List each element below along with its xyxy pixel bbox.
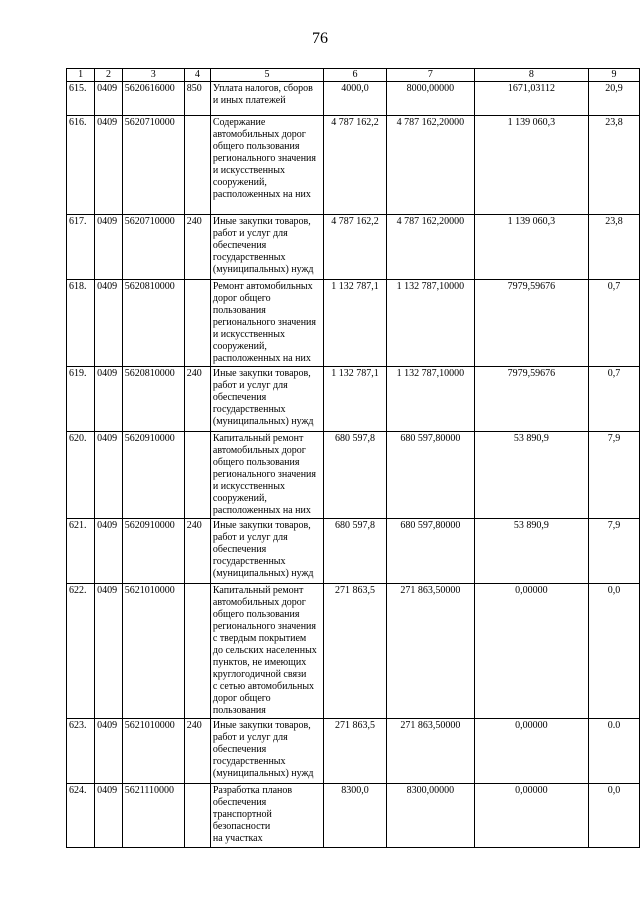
table-row bbox=[67, 367, 640, 432]
plan-amount-cell: 680 597,8 bbox=[324, 432, 387, 519]
item-name-line: регионального значения bbox=[212, 469, 317, 480]
item-name-line: с твердым покрытием bbox=[212, 633, 307, 644]
table-row bbox=[67, 280, 640, 367]
item-name-line: (муниципальных) нужд bbox=[212, 568, 314, 579]
item-name-cell bbox=[210, 280, 323, 367]
expense-kind-cell: 240 bbox=[184, 367, 210, 432]
table-row bbox=[67, 116, 640, 215]
item-name-line: государственных bbox=[212, 556, 286, 567]
item-name-line: регионального значения bbox=[212, 153, 317, 164]
item-name-line: расположенных на них bbox=[212, 505, 311, 516]
item-name-line: пунктов, не имеющих bbox=[212, 657, 307, 668]
row-number-cell: 620. bbox=[67, 432, 95, 519]
row-number-cell: 616. bbox=[67, 116, 95, 215]
section-code-cell: 0409 bbox=[95, 432, 123, 519]
refined-amount-cell: 8300,00000 bbox=[386, 784, 474, 848]
header-cell: 1 bbox=[67, 69, 95, 82]
target-code-cell: 5621010000 bbox=[122, 719, 184, 784]
expense-kind-cell: 850 bbox=[184, 82, 210, 116]
item-name-line: дорог общего bbox=[212, 693, 271, 704]
item-name-line: Разработка планов bbox=[212, 785, 293, 796]
section-code-cell: 0409 bbox=[95, 519, 123, 584]
item-name-line: и искусственных bbox=[212, 481, 286, 492]
row-number-cell: 622. bbox=[67, 584, 95, 719]
item-name-cell bbox=[210, 116, 323, 215]
header-cell: 2 bbox=[95, 69, 123, 82]
item-name-cell bbox=[210, 784, 323, 848]
execution-percent-cell: 0,0 bbox=[588, 584, 639, 719]
item-name-line: Ремонт автомобильных bbox=[212, 281, 313, 292]
item-name-line: государственных bbox=[212, 756, 286, 767]
header-cell: 3 bbox=[122, 69, 184, 82]
expense-kind-cell bbox=[184, 584, 210, 719]
header-cell: 8 bbox=[474, 69, 588, 82]
table-row bbox=[67, 584, 640, 719]
executed-amount-cell: 1 139 060,3 bbox=[474, 116, 588, 215]
section-code-cell: 0409 bbox=[95, 784, 123, 848]
item-name-line: работ и услуг для bbox=[212, 532, 288, 543]
page-number: 76 bbox=[312, 30, 328, 47]
executed-amount-cell: 53 890,9 bbox=[474, 519, 588, 584]
execution-percent-cell: 0.0 bbox=[588, 719, 639, 784]
item-name-line: обеспечения bbox=[212, 744, 267, 755]
target-code-cell: 5620810000 bbox=[122, 367, 184, 432]
item-name-line: Иные закупки товаров, bbox=[212, 720, 311, 731]
executed-amount-cell: 1 139 060,3 bbox=[474, 215, 588, 280]
table-row bbox=[67, 432, 640, 519]
item-name-cell bbox=[210, 215, 323, 280]
expense-kind-cell: 240 bbox=[184, 719, 210, 784]
item-name-line: Капитальный ремонт bbox=[212, 585, 304, 596]
item-name-line: обеспечения bbox=[212, 240, 267, 251]
item-name-line: и искусственных bbox=[212, 165, 286, 176]
target-code-cell: 5620810000 bbox=[122, 280, 184, 367]
table-row bbox=[67, 719, 640, 784]
item-name-cell bbox=[210, 82, 323, 116]
item-name-line: Иные закупки товаров, bbox=[212, 368, 311, 379]
expense-kind-cell: 240 bbox=[184, 519, 210, 584]
item-name-line: автомобильных дорог bbox=[212, 129, 306, 140]
item-name-line: обеспечения bbox=[212, 544, 267, 555]
header-cell: 9 bbox=[588, 69, 639, 82]
item-name-line: государственных bbox=[212, 252, 286, 263]
item-name-line: работ и услуг для bbox=[212, 732, 288, 743]
table-row bbox=[67, 215, 640, 280]
item-name-line: Содержание bbox=[212, 117, 266, 128]
item-name-line: автомобильных дорог bbox=[212, 445, 306, 456]
item-name-line: сооружений, bbox=[212, 493, 267, 504]
plan-amount-cell: 271 863,5 bbox=[324, 584, 387, 719]
item-name-line: регионального значения bbox=[212, 317, 317, 328]
plan-amount-cell: 1 132 787,1 bbox=[324, 280, 387, 367]
item-name-line: сооружений, bbox=[212, 341, 267, 352]
row-number-cell: 618. bbox=[67, 280, 95, 367]
table-row bbox=[67, 519, 640, 584]
header-cell: 6 bbox=[324, 69, 387, 82]
item-name-line: Иные закупки товаров, bbox=[212, 216, 311, 227]
execution-percent-cell: 7,9 bbox=[588, 519, 639, 584]
row-number-cell: 623. bbox=[67, 719, 95, 784]
refined-amount-cell: 1 132 787,10000 bbox=[386, 280, 474, 367]
item-name-line: пользования bbox=[212, 705, 266, 716]
item-name-line: расположенных на них bbox=[212, 189, 311, 200]
item-name-line: круглогодичной связи bbox=[212, 669, 307, 680]
item-name-line: работ и услуг для bbox=[212, 380, 288, 391]
plan-amount-cell: 4 787 162,2 bbox=[324, 116, 387, 215]
section-code-cell: 0409 bbox=[95, 215, 123, 280]
section-code-cell: 0409 bbox=[95, 367, 123, 432]
item-name-line: сооружений, bbox=[212, 177, 267, 188]
row-number-cell: 617. bbox=[67, 215, 95, 280]
plan-amount-cell: 271 863,5 bbox=[324, 719, 387, 784]
item-name-line: и искусственных bbox=[212, 329, 286, 340]
refined-amount-cell: 4 787 162,20000 bbox=[386, 215, 474, 280]
item-name-line: безопасности bbox=[212, 821, 271, 832]
item-name-line: на участках bbox=[212, 833, 263, 844]
target-code-cell: 5620710000 bbox=[122, 116, 184, 215]
executed-amount-cell: 0,00000 bbox=[474, 719, 588, 784]
item-name-line: обеспечения bbox=[212, 797, 267, 808]
item-name-line: общего пользования bbox=[212, 609, 300, 620]
item-name-cell bbox=[210, 367, 323, 432]
item-name-line: (муниципальных) нужд bbox=[212, 264, 314, 275]
item-name-line: до сельских населенных bbox=[212, 645, 317, 656]
item-name-line: транспортной bbox=[212, 809, 272, 820]
item-name-line: регионального значения bbox=[212, 621, 317, 632]
item-name-line: и иных платежей bbox=[212, 95, 286, 106]
row-number-cell: 624. bbox=[67, 784, 95, 848]
section-code-cell: 0409 bbox=[95, 584, 123, 719]
expense-kind-cell bbox=[184, 432, 210, 519]
item-name-line: (муниципальных) нужд bbox=[212, 416, 314, 427]
row-number-cell: 621. bbox=[67, 519, 95, 584]
header-row bbox=[67, 69, 640, 82]
item-name-line: пользования bbox=[212, 305, 266, 316]
item-name-cell bbox=[210, 584, 323, 719]
section-code-cell: 0409 bbox=[95, 280, 123, 367]
expense-kind-cell bbox=[184, 784, 210, 848]
item-name-line: работ и услуг для bbox=[212, 228, 288, 239]
item-name-line: (муниципальных) нужд bbox=[212, 768, 314, 779]
item-name-line: государственных bbox=[212, 404, 286, 415]
refined-amount-cell: 680 597,80000 bbox=[386, 432, 474, 519]
execution-percent-cell: 7,9 bbox=[588, 432, 639, 519]
item-name-line: с сетью автомобильных bbox=[212, 681, 315, 692]
header-cell: 7 bbox=[386, 69, 474, 82]
execution-percent-cell: 23,8 bbox=[588, 215, 639, 280]
item-name-line: автомобильных дорог bbox=[212, 597, 306, 608]
table-row bbox=[67, 82, 640, 116]
item-name-cell bbox=[210, 519, 323, 584]
item-name-line: Иные закупки товаров, bbox=[212, 520, 311, 531]
item-name-line: Капитальный ремонт bbox=[212, 433, 304, 444]
table-row bbox=[67, 784, 640, 848]
section-code-cell: 0409 bbox=[95, 719, 123, 784]
execution-percent-cell: 0,0 bbox=[588, 784, 639, 848]
target-code-cell: 5621110000 bbox=[122, 784, 184, 848]
refined-amount-cell: 1 132 787,10000 bbox=[386, 367, 474, 432]
row-number-cell: 619. bbox=[67, 367, 95, 432]
expense-kind-cell: 240 bbox=[184, 215, 210, 280]
item-name-line: обеспечения bbox=[212, 392, 267, 403]
section-code-cell: 0409 bbox=[95, 82, 123, 116]
item-name-line: общего пользования bbox=[212, 141, 300, 152]
plan-amount-cell: 4000,0 bbox=[324, 82, 387, 116]
refined-amount-cell: 4 787 162,20000 bbox=[386, 116, 474, 215]
target-code-cell: 5620910000 bbox=[122, 519, 184, 584]
execution-percent-cell: 0,7 bbox=[588, 280, 639, 367]
budget-table bbox=[66, 68, 640, 848]
executed-amount-cell: 7979,59676 bbox=[474, 367, 588, 432]
refined-amount-cell: 271 863,50000 bbox=[386, 719, 474, 784]
executed-amount-cell: 7979,59676 bbox=[474, 280, 588, 367]
executed-amount-cell: 53 890,9 bbox=[474, 432, 588, 519]
item-name-line: дорог общего bbox=[212, 293, 271, 304]
executed-amount-cell: 0,00000 bbox=[474, 784, 588, 848]
item-name-line: расположенных на них bbox=[212, 353, 311, 364]
executed-amount-cell: 1671,03112 bbox=[474, 82, 588, 116]
target-code-cell: 5620710000 bbox=[122, 215, 184, 280]
plan-amount-cell: 8300,0 bbox=[324, 784, 387, 848]
target-code-cell: 5621010000 bbox=[122, 584, 184, 719]
target-code-cell: 5620616000 bbox=[122, 82, 184, 116]
table-body bbox=[67, 82, 640, 848]
row-number-cell: 615. bbox=[67, 82, 95, 116]
plan-amount-cell: 1 132 787,1 bbox=[324, 367, 387, 432]
refined-amount-cell: 8000,00000 bbox=[386, 82, 474, 116]
target-code-cell: 5620910000 bbox=[122, 432, 184, 519]
header-cell: 5 bbox=[210, 69, 323, 82]
item-name-cell bbox=[210, 719, 323, 784]
execution-percent-cell: 23,8 bbox=[588, 116, 639, 215]
refined-amount-cell: 680 597,80000 bbox=[386, 519, 474, 584]
refined-amount-cell: 271 863,50000 bbox=[386, 584, 474, 719]
plan-amount-cell: 4 787 162,2 bbox=[324, 215, 387, 280]
expense-kind-cell bbox=[184, 280, 210, 367]
execution-percent-cell: 20,9 bbox=[588, 82, 639, 116]
expense-kind-cell bbox=[184, 116, 210, 215]
plan-amount-cell: 680 597,8 bbox=[324, 519, 387, 584]
header-cell: 4 bbox=[184, 69, 210, 82]
execution-percent-cell: 0,7 bbox=[588, 367, 639, 432]
item-name-line: Уплата налогов, сборов bbox=[212, 83, 313, 94]
item-name-cell bbox=[210, 432, 323, 519]
item-name-line: общего пользования bbox=[212, 457, 300, 468]
section-code-cell: 0409 bbox=[95, 116, 123, 215]
executed-amount-cell: 0,00000 bbox=[474, 584, 588, 719]
